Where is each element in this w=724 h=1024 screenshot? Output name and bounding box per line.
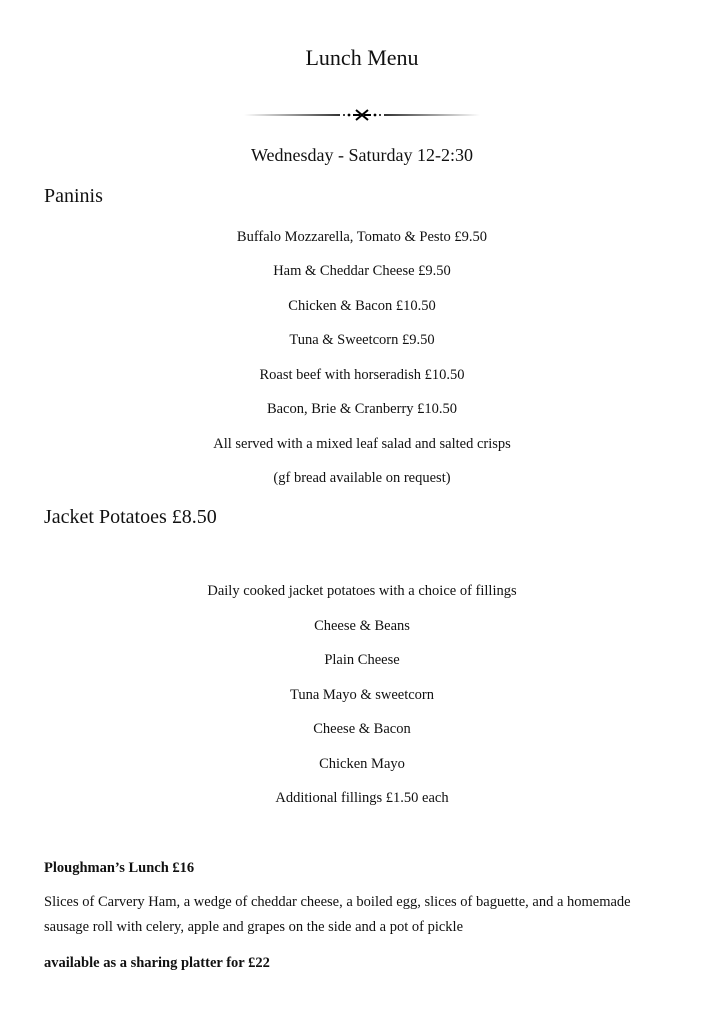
- section-heading-paninis: Paninis: [44, 185, 103, 207]
- menu-item: Bacon, Brie & Cranberry £10.50: [266, 401, 458, 417]
- menu-item: Cheese & Beans: [314, 618, 410, 634]
- menu-item: Plain Cheese: [324, 652, 400, 668]
- ploughmans-description-line: Slices of Carvery Ham, a wedge of cheddar cheese, a boiled egg, slices of baguette, and a homemade: [44, 894, 631, 910]
- ploughmans-sharing-note: available as a sharing platter for £22: [44, 955, 270, 971]
- menu-item: Buffalo Mozzarella, Tomato & Pesto £9.50: [236, 229, 488, 245]
- ploughmans-description-line: sausage roll with celery, apple and grapes on the side and a pot of pickle: [44, 919, 464, 935]
- menu-item: Cheese & Bacon: [313, 721, 411, 737]
- paninis-gf-note: (gf bread available on request): [273, 470, 451, 486]
- section-heading-ploughmans: Ploughman’s Lunch £16: [44, 860, 195, 876]
- menu-item: Ham & Cheddar Cheese £9.50: [273, 263, 451, 279]
- hours: Wednesday - Saturday 12-2:30: [251, 145, 473, 165]
- ornamental-divider-icon: [240, 105, 484, 125]
- menu-item: Tuna Mayo & sweetcorn: [289, 687, 435, 703]
- page-title: Lunch Menu: [305, 45, 419, 70]
- paninis-note: All served with a mixed leaf salad and salted crisps: [213, 436, 511, 452]
- menu-item: Roast beef with horseradish £10.50: [259, 367, 465, 383]
- menu-item: Chicken & Bacon £10.50: [288, 298, 436, 314]
- section-heading-jacket-potatoes: Jacket Potatoes £8.50: [44, 506, 217, 528]
- menu-item: Chicken Mayo: [319, 756, 405, 772]
- jacket-extra-fillings: Additional fillings £1.50 each: [275, 790, 449, 806]
- jacket-intro: Daily cooked jacket potatoes with a choice of fillings: [207, 583, 517, 599]
- menu-item: Tuna & Sweetcorn £9.50: [289, 332, 435, 348]
